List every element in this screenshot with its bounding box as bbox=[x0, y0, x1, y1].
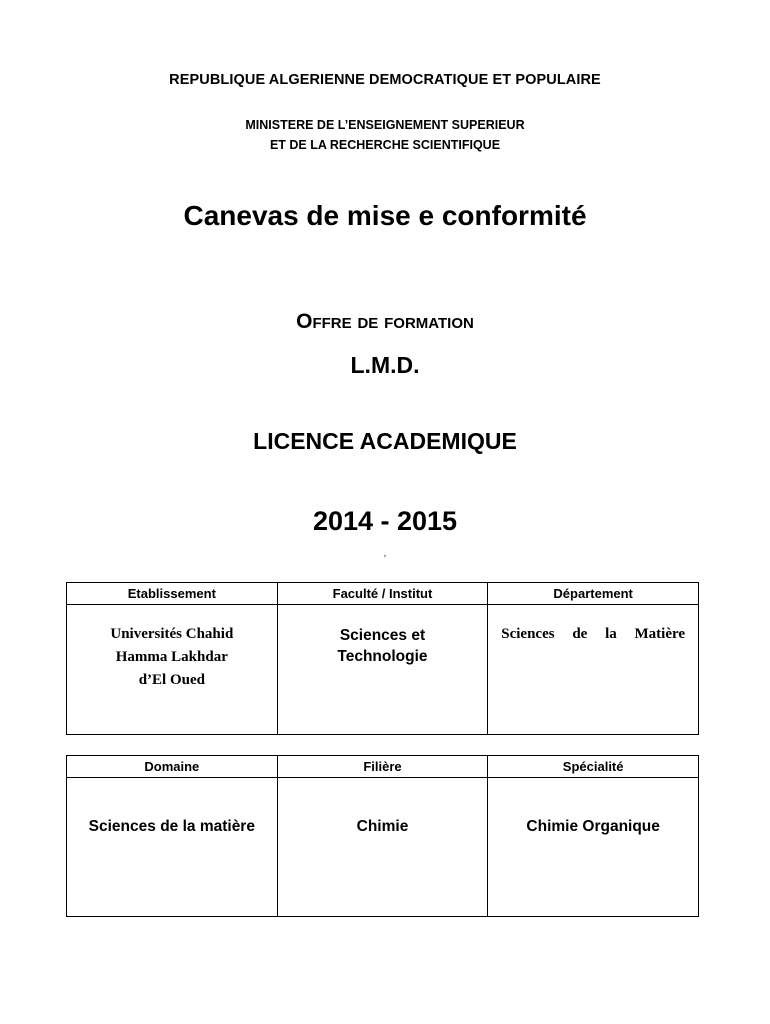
stray-mark: , bbox=[383, 548, 387, 558]
republic-heading: REPUBLIQUE ALGERIENNE DEMOCRATIQUE ET POPULAIRE bbox=[169, 72, 601, 88]
offre-heading: Offre de formation bbox=[296, 310, 474, 333]
header-domaine: Domaine bbox=[67, 756, 278, 778]
cell-domaine: Sciences de la matière bbox=[67, 778, 278, 917]
faculte-line-1: Sciences et bbox=[339, 627, 426, 644]
cell-faculte bbox=[277, 605, 488, 735]
lmd-heading: L.M.D. bbox=[350, 352, 420, 378]
header-faculte: Faculté / Institut bbox=[277, 583, 488, 605]
header-departement: Département bbox=[488, 583, 699, 605]
program-table bbox=[66, 755, 699, 917]
faculte-line-2: Technologie bbox=[337, 648, 428, 665]
academic-years: 2014 - 2015 bbox=[312, 506, 458, 536]
ministry-line-1: MINISTERE DE L’ENSEIGNEMENT SUPERIEUR bbox=[245, 118, 525, 132]
etablissement-line-2: Hamma Lakhdar bbox=[115, 649, 228, 665]
etablissement-line-1: Universités Chahid bbox=[110, 626, 234, 642]
cell-specialite: Chimie Organique bbox=[488, 778, 699, 917]
cell-etablissement bbox=[67, 605, 278, 735]
cell-departement bbox=[488, 605, 699, 735]
header-filiere: Filière bbox=[277, 756, 488, 778]
document-title: Canevas de mise e conformité bbox=[183, 200, 587, 231]
header-specialite: Spécialité bbox=[488, 756, 699, 778]
ministry-line-2: ET DE LA RECHERCHE SCIENTIFIQUE bbox=[269, 138, 501, 152]
institution-table bbox=[66, 582, 699, 735]
etablissement-line-3: d’El Oued bbox=[138, 672, 205, 688]
cell-filiere: Chimie bbox=[277, 778, 488, 917]
departement-value: Sciences de la Matière bbox=[501, 626, 686, 642]
licence-heading: LICENCE ACADEMIQUE bbox=[253, 428, 517, 454]
header-etablissement: Etablissement bbox=[67, 583, 278, 605]
